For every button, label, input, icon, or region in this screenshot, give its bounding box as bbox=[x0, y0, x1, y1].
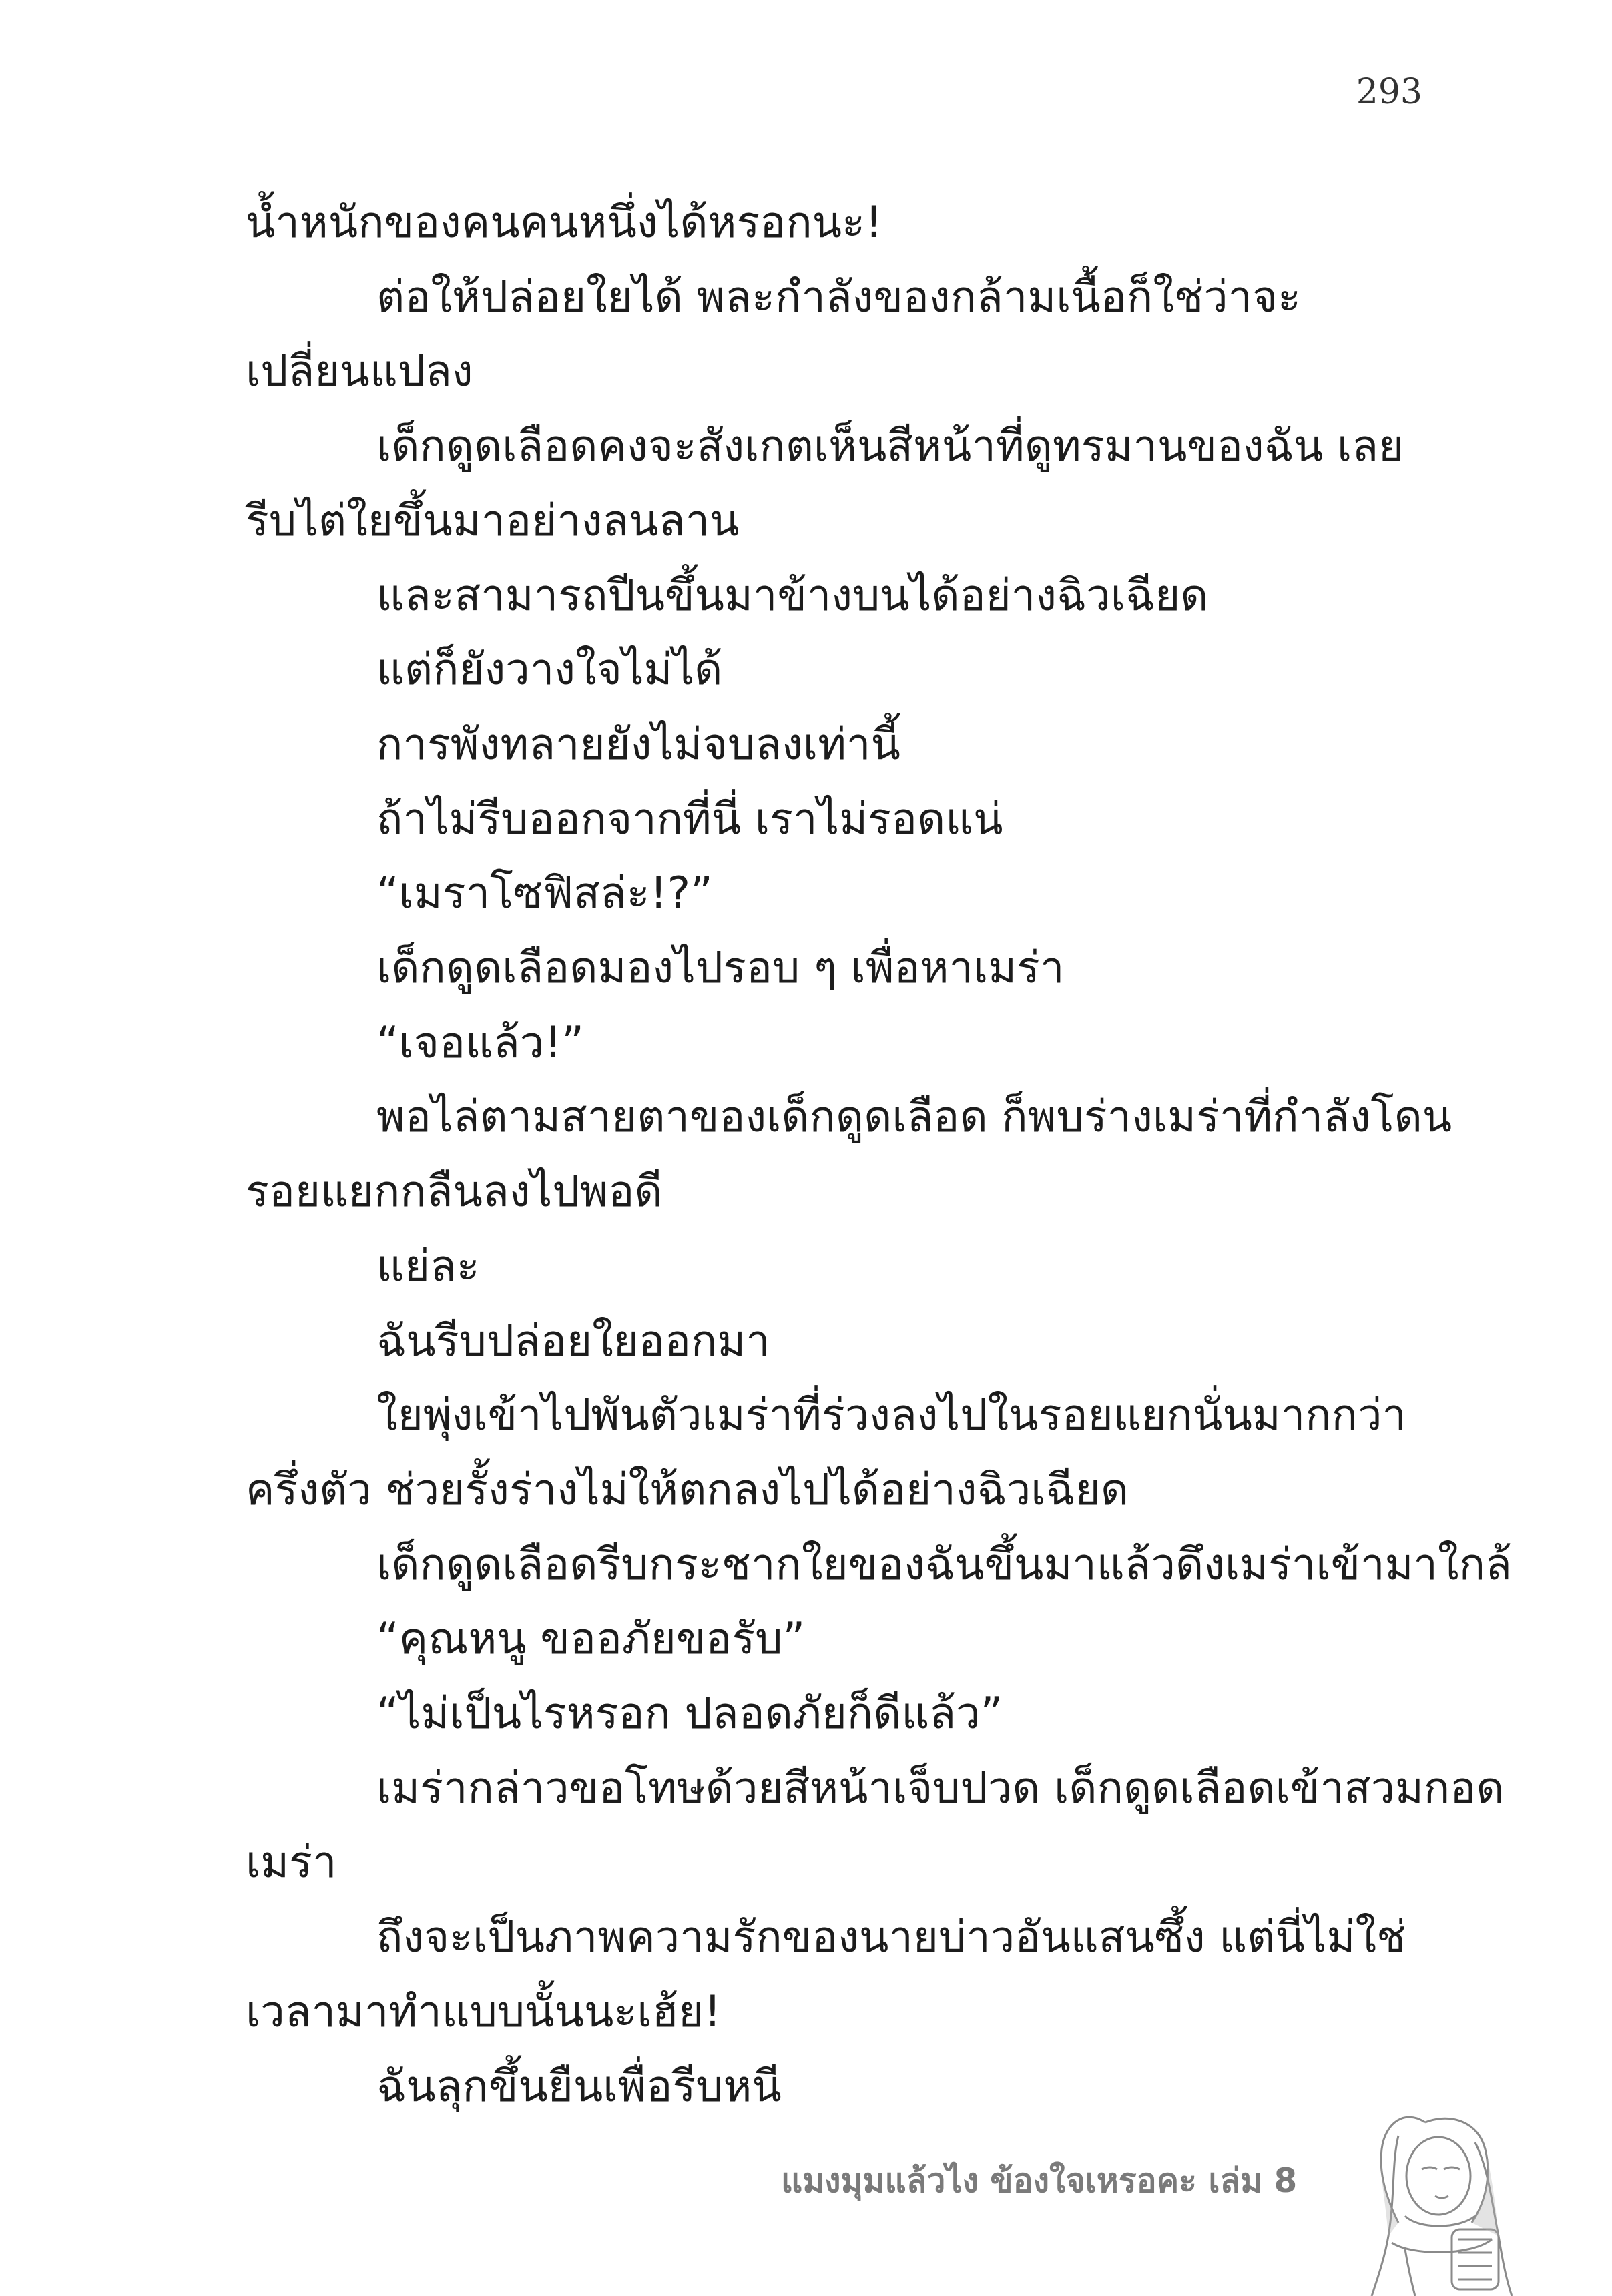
text-line: เด็กดูดเลือดมองไปรอบ ๆ เพื่อหาเมร่า bbox=[376, 943, 1065, 994]
text-line: แย่ละ bbox=[376, 1241, 480, 1292]
text-line: น้ำหนักของคนคนหนึ่งได้หรอกนะ! bbox=[246, 198, 883, 248]
character-illustration bbox=[1325, 2096, 1545, 2296]
text-line: เด็กดูดเลือดรีบกระชากใยของฉันขึ้นมาแล้วดึงเมร่าเข้ามาใกล้ bbox=[376, 1539, 1512, 1590]
text-line: รอยแยกกลืนลงไปพอดี bbox=[246, 1167, 663, 1217]
text-line: รีบไต่ใยขึ้นมาอย่างลนลาน bbox=[246, 495, 740, 546]
text-line: ฉันรีบปล่อยใยออกมา bbox=[376, 1316, 770, 1366]
text-line: “คุณหนู ขออภัยขอรับ” bbox=[376, 1614, 806, 1665]
text-line: “ไม่เป็นไรหรอก ปลอดภัยก็ดีแล้ว” bbox=[376, 1689, 1003, 1739]
text-line: พอไล่ตามสายตาของเด็กดูดเลือด ก็พบร่างเมร่าที่กำลังโดน bbox=[376, 1092, 1452, 1143]
text-line: ใยพุ่งเข้าไปพันตัวเมร่าที่ร่วงลงไปในรอยแยกนั่นมากกว่า bbox=[376, 1390, 1406, 1441]
text-line: การพังทลายยังไม่จบลงเท่านี้ bbox=[376, 719, 900, 770]
text-line: ฉันลุกขึ้นยืนเพื่อรีบหนี bbox=[376, 2061, 782, 2112]
text-line: เมร่า bbox=[246, 1837, 337, 1888]
text-line: เมร่ากล่าวขอโทษด้วยสีหน้าเจ็บปวด เด็กดูดเลือดเข้าสวมกอด bbox=[376, 1763, 1505, 1813]
text-line: “เจอแล้ว!” bbox=[376, 1017, 584, 1068]
text-line: และสามารถปีนขึ้นมาข้างบนได้อย่างฉิวเฉียด bbox=[376, 570, 1209, 621]
footer-book-title: แมงมุมแล้วไง ข้องใจเหรอคะ เล่ม 8 bbox=[781, 2161, 1298, 2200]
text-line: ถ้าไม่รีบออกจากที่นี่ เราไม่รอดแน่ bbox=[376, 794, 1003, 844]
text-line: เด็กดูดเลือดคงจะสังเกตเห็นสีหน้าที่ดูทรมานของฉัน เลย bbox=[376, 421, 1404, 472]
text-line: เวลามาทำแบบนั้นนะเฮ้ย! bbox=[246, 1986, 722, 2037]
body-text bbox=[246, 186, 1512, 2124]
text-line: ต่อให้ปล่อยใยได้ พละกำลังของกล้ามเนื้อก็ใช่ว่าจะ bbox=[376, 272, 1302, 322]
text-line: ถึงจะเป็นภาพความรักของนายบ่าวอันแสนซึ้ง แต่นี่ไม่ใช่ bbox=[376, 1912, 1406, 1963]
text-line: ครึ่งตัว ช่วยรั้งร่างไม่ให้ตกลงไปได้อย่างฉิวเฉียด bbox=[246, 1464, 1129, 1515]
text-line: เปลี่ยนแปลง bbox=[246, 346, 473, 397]
text-line: แต่ก็ยังวางใจไม่ได้ bbox=[376, 645, 723, 695]
page-number: 293 bbox=[1356, 72, 1422, 112]
text-line: “เมราโซฟิสล่ะ!?” bbox=[376, 868, 713, 919]
